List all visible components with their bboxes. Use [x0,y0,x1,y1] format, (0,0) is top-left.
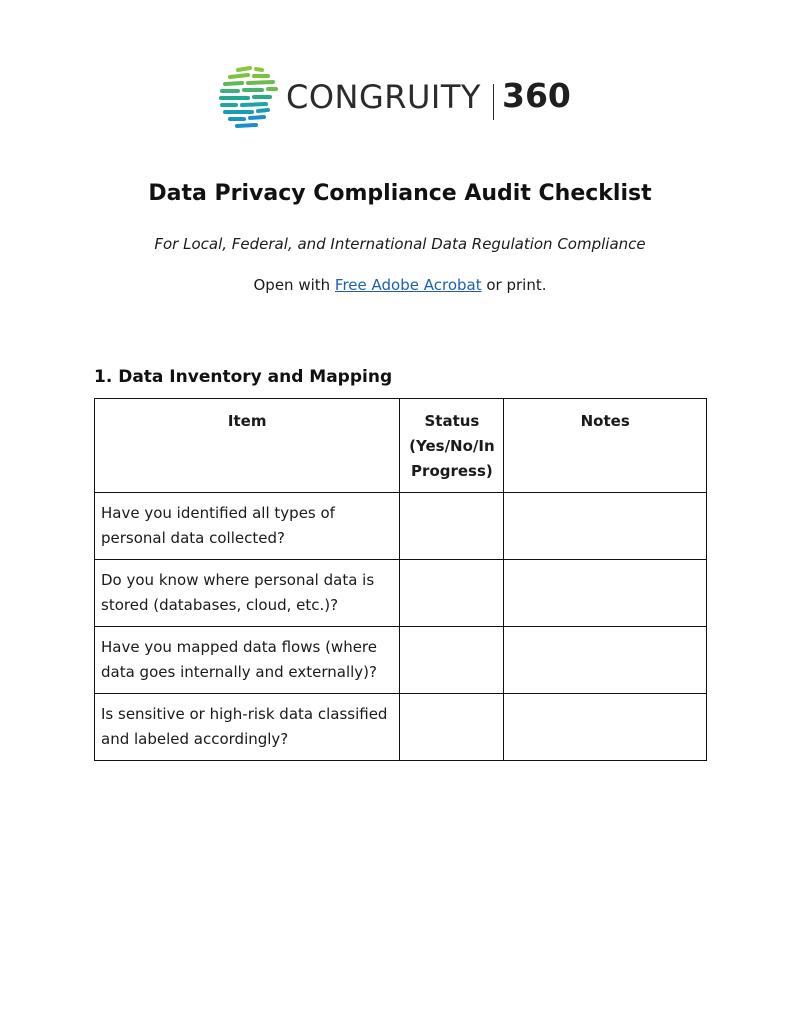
status-cell[interactable] [400,560,504,627]
status-cell[interactable] [400,694,504,761]
notes-cell[interactable] [504,627,707,694]
notes-cell[interactable] [504,694,707,761]
column-header-notes: Notes [504,399,707,493]
brand-logo [218,64,578,136]
column-header-item: Item [95,399,400,493]
status-cell[interactable] [400,627,504,694]
page-subtitle: For Local, Federal, and International Data Regulation Compliance [154,235,646,253]
column-header-status: Status (Yes/No/In Progress) [400,399,504,493]
open-with-suffix: or print. [481,276,547,294]
item-cell: Do you know where personal data is stored (databases, cloud, etc.)? [95,560,400,627]
notes-cell[interactable] [504,493,707,560]
adobe-acrobat-link[interactable]: Free Adobe Acrobat [334,276,482,294]
table-row [95,560,707,627]
brand-number: 360 [502,76,571,115]
open-with-line [0,276,800,294]
globe-logo-icon [218,64,280,134]
status-cell[interactable] [400,493,504,560]
item-cell: Have you mapped data flows (where data goes internally and externally)? [95,627,400,694]
logo-divider [493,84,494,120]
table-row [95,694,707,761]
item-cell: Is sensitive or high-risk data classified and labeled accordingly? [95,694,400,761]
table-row [95,493,707,560]
table-header-row [95,399,707,493]
table-row [95,627,707,694]
page-title: Data Privacy Compliance Audit Checklist [148,181,652,206]
open-with-prefix: Open with [253,276,335,294]
item-cell: Have you identified all types of personal data collected? [95,493,400,560]
checklist-table [94,398,707,761]
notes-cell[interactable] [504,560,707,627]
brand-word: CONGRUITY [286,78,481,116]
section-heading: 1. Data Inventory and Mapping [94,367,393,387]
